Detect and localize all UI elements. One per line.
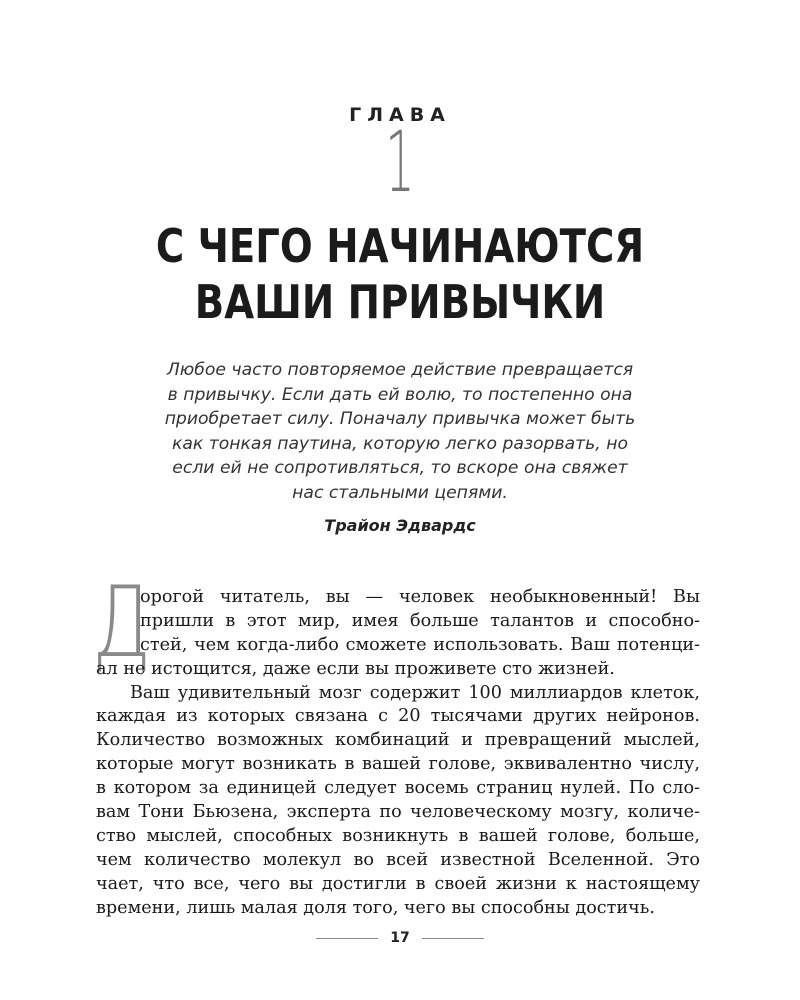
paragraph-2-line: Количество возможных комбинаций и превращений мыслей,: [96, 730, 700, 751]
epigraph-line: приобретает силу. Поначалу привычка может быть: [164, 409, 636, 429]
epigraph-line: в привычку. Если дать ей волю, то постепенно она: [167, 384, 633, 405]
paragraph-1-line: стей, чем когда-либо сможете использовать. Ваш потенци-: [140, 634, 700, 655]
chapter-title-line-1: С ЧЕГО НАЧИНАЮТСЯ: [155, 219, 645, 273]
chapter-title: [64, 218, 736, 330]
paragraph-2-line: времени, лишь малая доля того, чего вы способны достичь.: [96, 897, 655, 918]
page-number: 17: [390, 930, 410, 946]
paragraph-2-line: в котором за единицей следует восемь страниц нулей. По сло-: [96, 778, 700, 799]
chapter-label: ГЛАВА: [349, 104, 451, 126]
drop-cap: Д: [92, 566, 152, 680]
paragraph-2-line: чем количество молекул во всей известной Вселенной. Это: [96, 849, 700, 870]
paragraph-2-line: которые могут возникать в вашей голове, эквивалентно числу,: [96, 754, 700, 775]
footer-rule-right: [422, 938, 484, 939]
epigraph-line: Любое часто повторяемое действие превращается: [166, 360, 634, 380]
page-footer: [0, 930, 800, 946]
epigraph-line: если ей не сопротивляться, то вскоре она свяжет: [172, 458, 628, 478]
paragraph-2-line: каждая из которых связана с 20 тысячами других нейронов.: [96, 706, 700, 727]
epigraph: [118, 358, 682, 505]
chapter-title-line-2: ВАШИ ПРИВЫЧКИ: [194, 275, 606, 329]
chapter-number: 1: [385, 113, 415, 211]
paragraph-2-line: чает, что все, чего вы достигли в своей жизни к настоящему: [96, 873, 700, 894]
paragraph-2-line: вам Тони Бьюзена, эксперта по человеческому мозгу, количе-: [96, 802, 700, 823]
paragraph-1-line: пришли в этот мир, имея больше талантов и способно-: [140, 610, 700, 631]
paragraph-1-line: орогой читатель, вы — человек необыкновенный! Вы: [140, 587, 700, 607]
paragraph-1-line: ал не истощится, даже если вы проживете сто жизней.: [96, 658, 615, 679]
footer-rule-left: [316, 938, 378, 939]
paragraph-2-line: Ваш удивительный мозг содержит 100 миллиардов клеток,: [130, 682, 700, 703]
epigraph-line: нас стальными цепями.: [292, 482, 508, 503]
epigraph-line: как тонкая паутина, которую легко разорвать, но: [172, 433, 628, 454]
paragraph-2-line: ство мыслей, способных возникнуть в вашей голове, больше,: [96, 825, 700, 846]
epigraph-author: Трайон Эдвардс: [324, 516, 476, 535]
body-text: [96, 586, 700, 921]
